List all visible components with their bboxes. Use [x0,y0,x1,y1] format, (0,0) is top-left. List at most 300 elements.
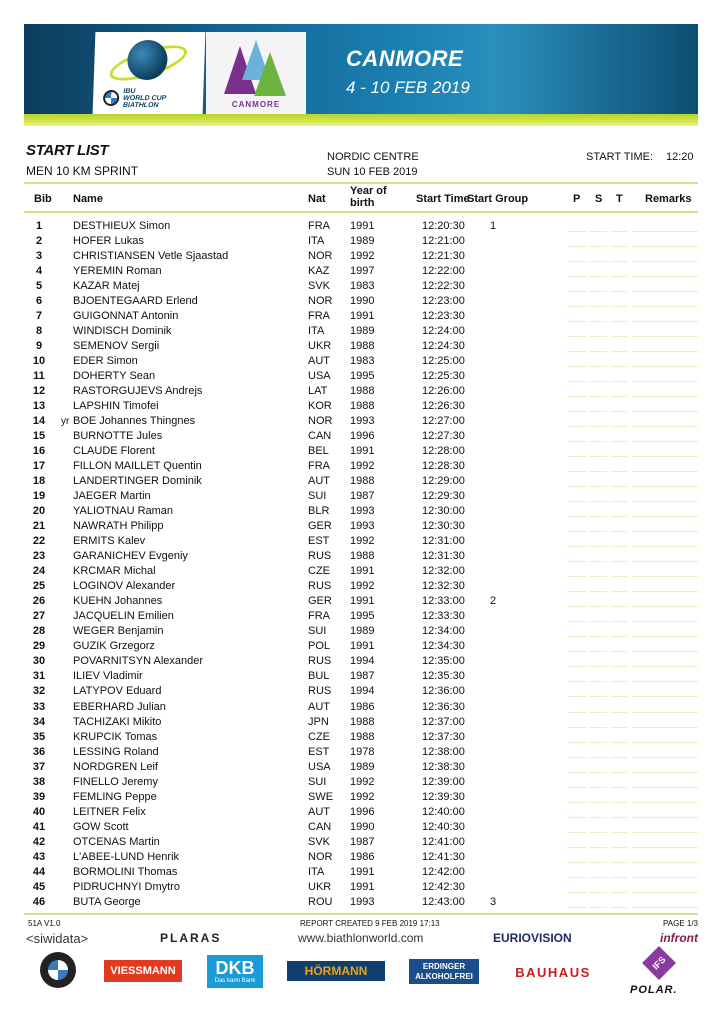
nation-code: BLR [308,505,330,518]
bib-cell: 23 [32,550,46,563]
penalty-t-blank [610,471,628,472]
col-nat: Nat [308,193,326,205]
nation-code: AUT [308,805,330,818]
penalty-s-blank [589,501,607,502]
penalty-p-blank [568,696,586,697]
penalty-t-blank [610,727,628,728]
penalty-p-blank [568,411,586,412]
bib-cell: 39 [32,790,46,803]
penalty-s-blank [589,817,607,818]
col-remarks: Remarks [645,193,692,205]
athlete-name: FILLON MAILLET Quentin [73,460,202,473]
start-time-cell: 12:35:30 [422,670,465,683]
bib-cell: 29 [32,640,46,653]
bib-cell: 37 [32,760,46,773]
year-of-birth: 1993 [350,895,375,908]
penalty-s-blank [589,366,607,367]
penalty-s-blank [589,561,607,562]
table-row [0,760,720,775]
bib-cell: 9 [35,340,43,353]
penalty-s-blank [589,321,607,322]
remarks-blank [632,817,698,818]
penalty-p-blank [568,231,586,232]
table-row [0,294,720,309]
penalty-t-blank [610,381,628,382]
athlete-name: LATYPOV Eduard [73,685,162,698]
year-of-birth: 1983 [350,355,375,368]
penalty-s-blank [589,787,607,788]
table-row [0,489,720,504]
penalty-t-blank [610,291,628,292]
table-row [0,715,720,730]
ibu-logo-line: IBU [123,88,136,95]
table-row [0,474,720,489]
start-group-cell: 1 [490,220,497,232]
penalty-t-blank [610,246,628,247]
penalty-p-blank [568,636,586,637]
remarks-blank [632,742,698,743]
nation-code: EST [308,745,330,758]
nation-code: SUI [308,625,327,638]
athlete-name: ERMITS Kalev [73,535,146,548]
athlete-name: GUIGONNAT Antonin [73,310,179,323]
remarks-blank [632,246,698,247]
hormann-logo: HÖRMANN [287,961,385,981]
nation-code: USA [308,370,331,383]
year-of-birth: 1987 [350,835,375,848]
penalty-s-blank [589,351,607,352]
table-row [0,669,720,684]
start-time-cell: 12:33:30 [422,610,465,623]
remarks-blank [632,606,698,607]
remarks-blank [632,546,698,547]
athlete-name: EBERHARD Julian [73,700,166,713]
start-time-cell: 12:32:00 [422,565,465,578]
start-time-cell: 12:32:30 [422,580,465,593]
year-of-birth: 1988 [350,550,375,563]
penalty-t-blank [610,486,628,487]
penalty-p-blank [568,847,586,848]
penalty-t-blank [610,501,628,502]
bib-cell: 45 [32,880,46,893]
remarks-blank [632,847,698,848]
bmw-small-logo-icon [103,90,120,106]
remarks-blank [632,681,698,682]
table-row [0,249,720,264]
penalty-p-blank [568,426,586,427]
bib-cell: 16 [32,445,46,458]
ifs-logo: IFS [642,946,676,980]
athlete-name: LESSING Roland [73,745,159,758]
athlete-name: LAPSHIN Timofei [73,400,159,413]
nation-code: SVK [308,280,331,293]
ibu-logo-line: WORLD CUP [122,95,167,102]
nation-code: NOR [308,850,333,863]
penalty-p-blank [568,501,586,502]
col-penalty-p: P [573,193,581,205]
biathlete-globe-icon [127,40,168,80]
penalty-t-blank [610,531,628,532]
ibu-logo-line: BIATHLON [122,102,159,109]
year-of-birth: 1990 [350,820,375,833]
athlete-name: BORMOLINI Thomas [73,865,178,878]
table-row [0,339,720,354]
year-of-birth: 1991 [350,310,375,323]
nation-code: SVK [308,835,331,848]
table-row [0,429,720,444]
year-of-birth: 1992 [350,775,375,788]
bib-cell: 18 [32,475,46,488]
table-row [0,624,720,639]
nation-code: RUS [308,685,332,698]
canmore-logo [206,32,306,114]
penalty-p-blank [568,351,586,352]
nation-code: JPN [308,715,329,728]
erdinger-logo [409,959,479,984]
start-time-cell: 12:25:30 [422,370,465,383]
bib-cell: 7 [35,310,43,323]
start-time-cell: 12:22:00 [422,265,465,278]
penalty-p-blank [568,396,586,397]
penalty-p-blank [568,246,586,247]
table-row [0,504,720,519]
bib-cell: 21 [32,520,46,533]
penalty-s-blank [589,712,607,713]
event-name: MEN 10 KM SPRINT [26,164,139,178]
bib-cell: 35 [32,730,46,743]
penalty-p-blank [568,621,586,622]
start-time-cell: 12:29:30 [422,490,465,503]
penalty-p-blank [568,456,586,457]
banner-dates: 4 - 10 FEB 2019 [346,78,470,97]
penalty-p-blank [568,832,586,833]
penalty-t-blank [610,817,628,818]
athlete-name: GOW Scott [73,820,129,833]
year-of-birth: 1987 [350,490,375,503]
start-group-cell: 2 [490,595,497,608]
penalty-s-blank [589,426,607,427]
year-of-birth: 1995 [350,610,375,623]
penalty-s-blank [589,291,607,292]
remarks-blank [632,366,698,367]
table-row [0,594,720,609]
remarks-blank [632,321,698,322]
penalty-p-blank [568,471,586,472]
nation-code: NOR [308,295,333,308]
banner-title: CANMORE [346,46,464,71]
remarks-blank [632,531,698,532]
year-of-birth: 1992 [350,250,375,263]
bib-cell: 36 [32,745,46,758]
penalty-s-blank [589,651,607,652]
remarks-blank [632,666,698,667]
athlete-name: KRUPCIK Tomas [73,730,158,743]
nation-code: CAN [308,820,332,833]
penalty-t-blank [610,621,628,622]
remarks-blank [632,591,698,592]
bib-cell: 5 [35,280,43,293]
penalty-t-blank [610,877,628,878]
penalty-p-blank [568,546,586,547]
table-row [0,309,720,324]
start-list-table [0,219,720,910]
table-row [0,880,720,895]
nation-code: SUI [308,775,327,788]
penalty-p-blank [568,742,586,743]
start-time-cell: 12:30:00 [422,505,465,518]
penalty-t-blank [610,712,628,713]
bib-cell: 41 [32,820,46,833]
penalty-p-blank [568,651,586,652]
bib-cell: 30 [32,655,46,668]
penalty-t-blank [610,862,628,863]
year-of-birth: 1991 [350,220,375,232]
penalty-s-blank [589,411,607,412]
viessmann-logo: VIESSMANN [104,960,182,982]
year-of-birth: 1989 [350,235,375,248]
start-time-cell: 12:37:30 [422,730,465,743]
athlete-name: OTCENAS Martin [73,835,160,848]
penalty-t-blank [610,441,628,442]
penalty-p-blank [568,276,586,277]
penalty-p-blank [568,727,586,728]
penalty-s-blank [589,847,607,848]
eurovision-logo: EURIOVISION [493,931,572,945]
year-of-birth: 1997 [350,265,375,278]
bib-cell: 19 [32,490,46,503]
athlete-name: FEMLING Peppe [73,790,157,803]
athlete-name: BURNOTTE Jules [73,430,163,443]
penalty-s-blank [589,441,607,442]
start-time-cell: 12:21:30 [422,250,465,263]
year-of-birth: 1993 [350,415,375,428]
start-time-cell: 12:40:30 [422,820,465,833]
bib-cell: 8 [35,325,43,338]
penalty-t-blank [610,651,628,652]
penalty-p-blank [568,892,586,893]
penalty-s-blank [589,772,607,773]
erdinger-tagline: ALKOHOLFREI [415,971,473,981]
bib-cell: 3 [35,250,43,263]
penalty-t-blank [610,681,628,682]
start-time-cell: 12:41:30 [422,850,465,863]
remarks-blank [632,276,698,277]
nation-code: FRA [308,610,330,623]
start-time-cell: 12:40:00 [422,805,465,818]
penalty-p-blank [568,681,586,682]
year-of-birth: 1978 [350,745,375,758]
penalty-s-blank [589,666,607,667]
col-yob: Year of birth [350,185,387,209]
dkb-logo-text: DKB [215,957,255,978]
year-of-birth: 1988 [350,730,375,743]
start-time-cell: 12:43:00 [422,895,465,908]
nation-code: USA [308,760,331,773]
remarks-blank [632,862,698,863]
start-time-cell: 12:41:00 [422,835,465,848]
nation-code: AUT [308,475,330,488]
penalty-s-blank [589,576,607,577]
remarks-blank [632,802,698,803]
penalty-s-blank [589,832,607,833]
penalty-t-blank [610,907,628,908]
table-row [0,354,720,369]
year-of-birth: 1996 [350,430,375,443]
table-row [0,700,720,715]
penalty-p-blank [568,787,586,788]
nation-code: BEL [308,445,329,458]
infront-logo: infront [660,931,698,945]
nation-code: BUL [308,670,330,683]
year-of-birth: 1989 [350,325,375,338]
bib-cell: 11 [33,370,45,383]
year-of-birth: 1987 [350,670,375,683]
year-of-birth: 1992 [350,790,375,803]
website-link[interactable]: www.biathlonworld.com [298,931,424,945]
remarks-blank [632,231,698,232]
year-of-birth: 1994 [350,655,375,668]
penalty-s-blank [589,636,607,637]
bib-cell: 28 [32,625,46,638]
bib-cell: 32 [32,685,46,698]
remarks-blank [632,351,698,352]
penalty-s-blank [589,621,607,622]
table-row [0,444,720,459]
bib-cell: 22 [32,535,46,548]
penalty-t-blank [610,456,628,457]
table-row [0,654,720,669]
bib-cell: 44 [32,865,46,878]
year-of-birth: 1991 [350,865,375,878]
penalty-s-blank [589,396,607,397]
penalty-p-blank [568,381,586,382]
table-row [0,399,720,414]
bib-cell: 15 [32,430,46,443]
athlete-name: RASTORGUJEVS Andrejs [73,385,203,398]
penalty-t-blank [610,847,628,848]
penalty-t-blank [610,231,628,232]
penalty-p-blank [568,666,586,667]
table-row [0,384,720,399]
athlete-name: KAZAR Matej [73,280,140,293]
nation-code: RUS [308,580,332,593]
bib-cell: 14 [32,415,46,428]
start-time-cell: 12:25:00 [422,355,465,368]
nation-code: UKR [308,880,332,893]
divider [24,182,698,184]
athlete-name: BOE Johannes Thingnes [73,415,196,428]
nation-code: RUS [308,550,332,563]
remarks-blank [632,757,698,758]
table-row [0,745,720,760]
year-of-birth: 1989 [350,625,375,638]
remarks-blank [632,456,698,457]
penalty-t-blank [610,366,628,367]
penalty-t-blank [610,892,628,893]
year-of-birth: 1991 [350,640,375,653]
year-of-birth: 1995 [350,370,375,383]
table-row [0,324,720,339]
penalty-s-blank [589,231,607,232]
penalty-p-blank [568,907,586,908]
nation-code: RUS [308,655,332,668]
nation-code: GER [308,520,332,533]
remarks-blank [632,516,698,517]
table-row [0,219,720,234]
nation-code: ROU [308,895,333,908]
penalty-p-blank [568,817,586,818]
penalty-s-blank [589,261,607,262]
table-row [0,369,720,384]
penalty-t-blank [610,276,628,277]
penalty-t-blank [610,396,628,397]
athlete-name: L'ABEE-LUND Henrik [73,850,180,863]
report-created: REPORT CREATED 9 FEB 2019 17:13 [300,919,440,928]
divider [24,211,698,213]
start-time-cell: 12:39:30 [422,790,465,803]
penalty-t-blank [610,561,628,562]
penalty-t-blank [610,636,628,637]
remarks-blank [632,727,698,728]
penalty-p-blank [568,877,586,878]
nation-code: UKR [308,340,332,353]
penalty-p-blank [568,802,586,803]
remarks-blank [632,486,698,487]
penalty-s-blank [589,546,607,547]
penalty-s-blank [589,862,607,863]
year-of-birth: 1991 [350,880,375,893]
athlete-name: SEMENOV Sergii [73,340,160,353]
event-banner [24,24,698,126]
nation-code: EST [308,535,330,548]
year-of-birth: 1983 [350,280,375,293]
penalty-p-blank [568,591,586,592]
table-row [0,414,720,429]
col-bib: Bib [34,193,52,205]
table-row [0,730,720,745]
penalty-t-blank [610,772,628,773]
table-row [0,534,720,549]
penalty-t-blank [610,321,628,322]
leader-tag: yr [61,416,70,428]
start-time-cell: 12:34:00 [422,625,465,638]
penalty-s-blank [589,336,607,337]
nation-code: AUT [308,355,330,368]
bib-cell: 1 [35,220,43,232]
bib-cell: 27 [32,610,46,623]
table-row [0,850,720,865]
athlete-name: CLAUDE Florent [73,445,155,458]
start-time-cell: 12:42:00 [422,865,465,878]
start-time-cell: 12:35:00 [422,655,465,668]
penalty-s-blank [589,456,607,457]
table-row [0,234,720,249]
penalty-s-blank [589,606,607,607]
start-time-cell: 12:36:30 [422,700,465,713]
penalty-t-blank [610,576,628,577]
penalty-s-blank [589,681,607,682]
start-time-cell: 12:28:00 [422,445,465,458]
remarks-blank [632,832,698,833]
remarks-blank [632,396,698,397]
dkb-logo [207,955,263,988]
penalty-s-blank [589,757,607,758]
penalty-t-blank [610,591,628,592]
bib-cell: 17 [32,460,46,473]
page-title: START LIST [26,142,109,159]
bib-cell: 40 [32,805,46,818]
athlete-name: LEITNER Felix [73,805,146,818]
